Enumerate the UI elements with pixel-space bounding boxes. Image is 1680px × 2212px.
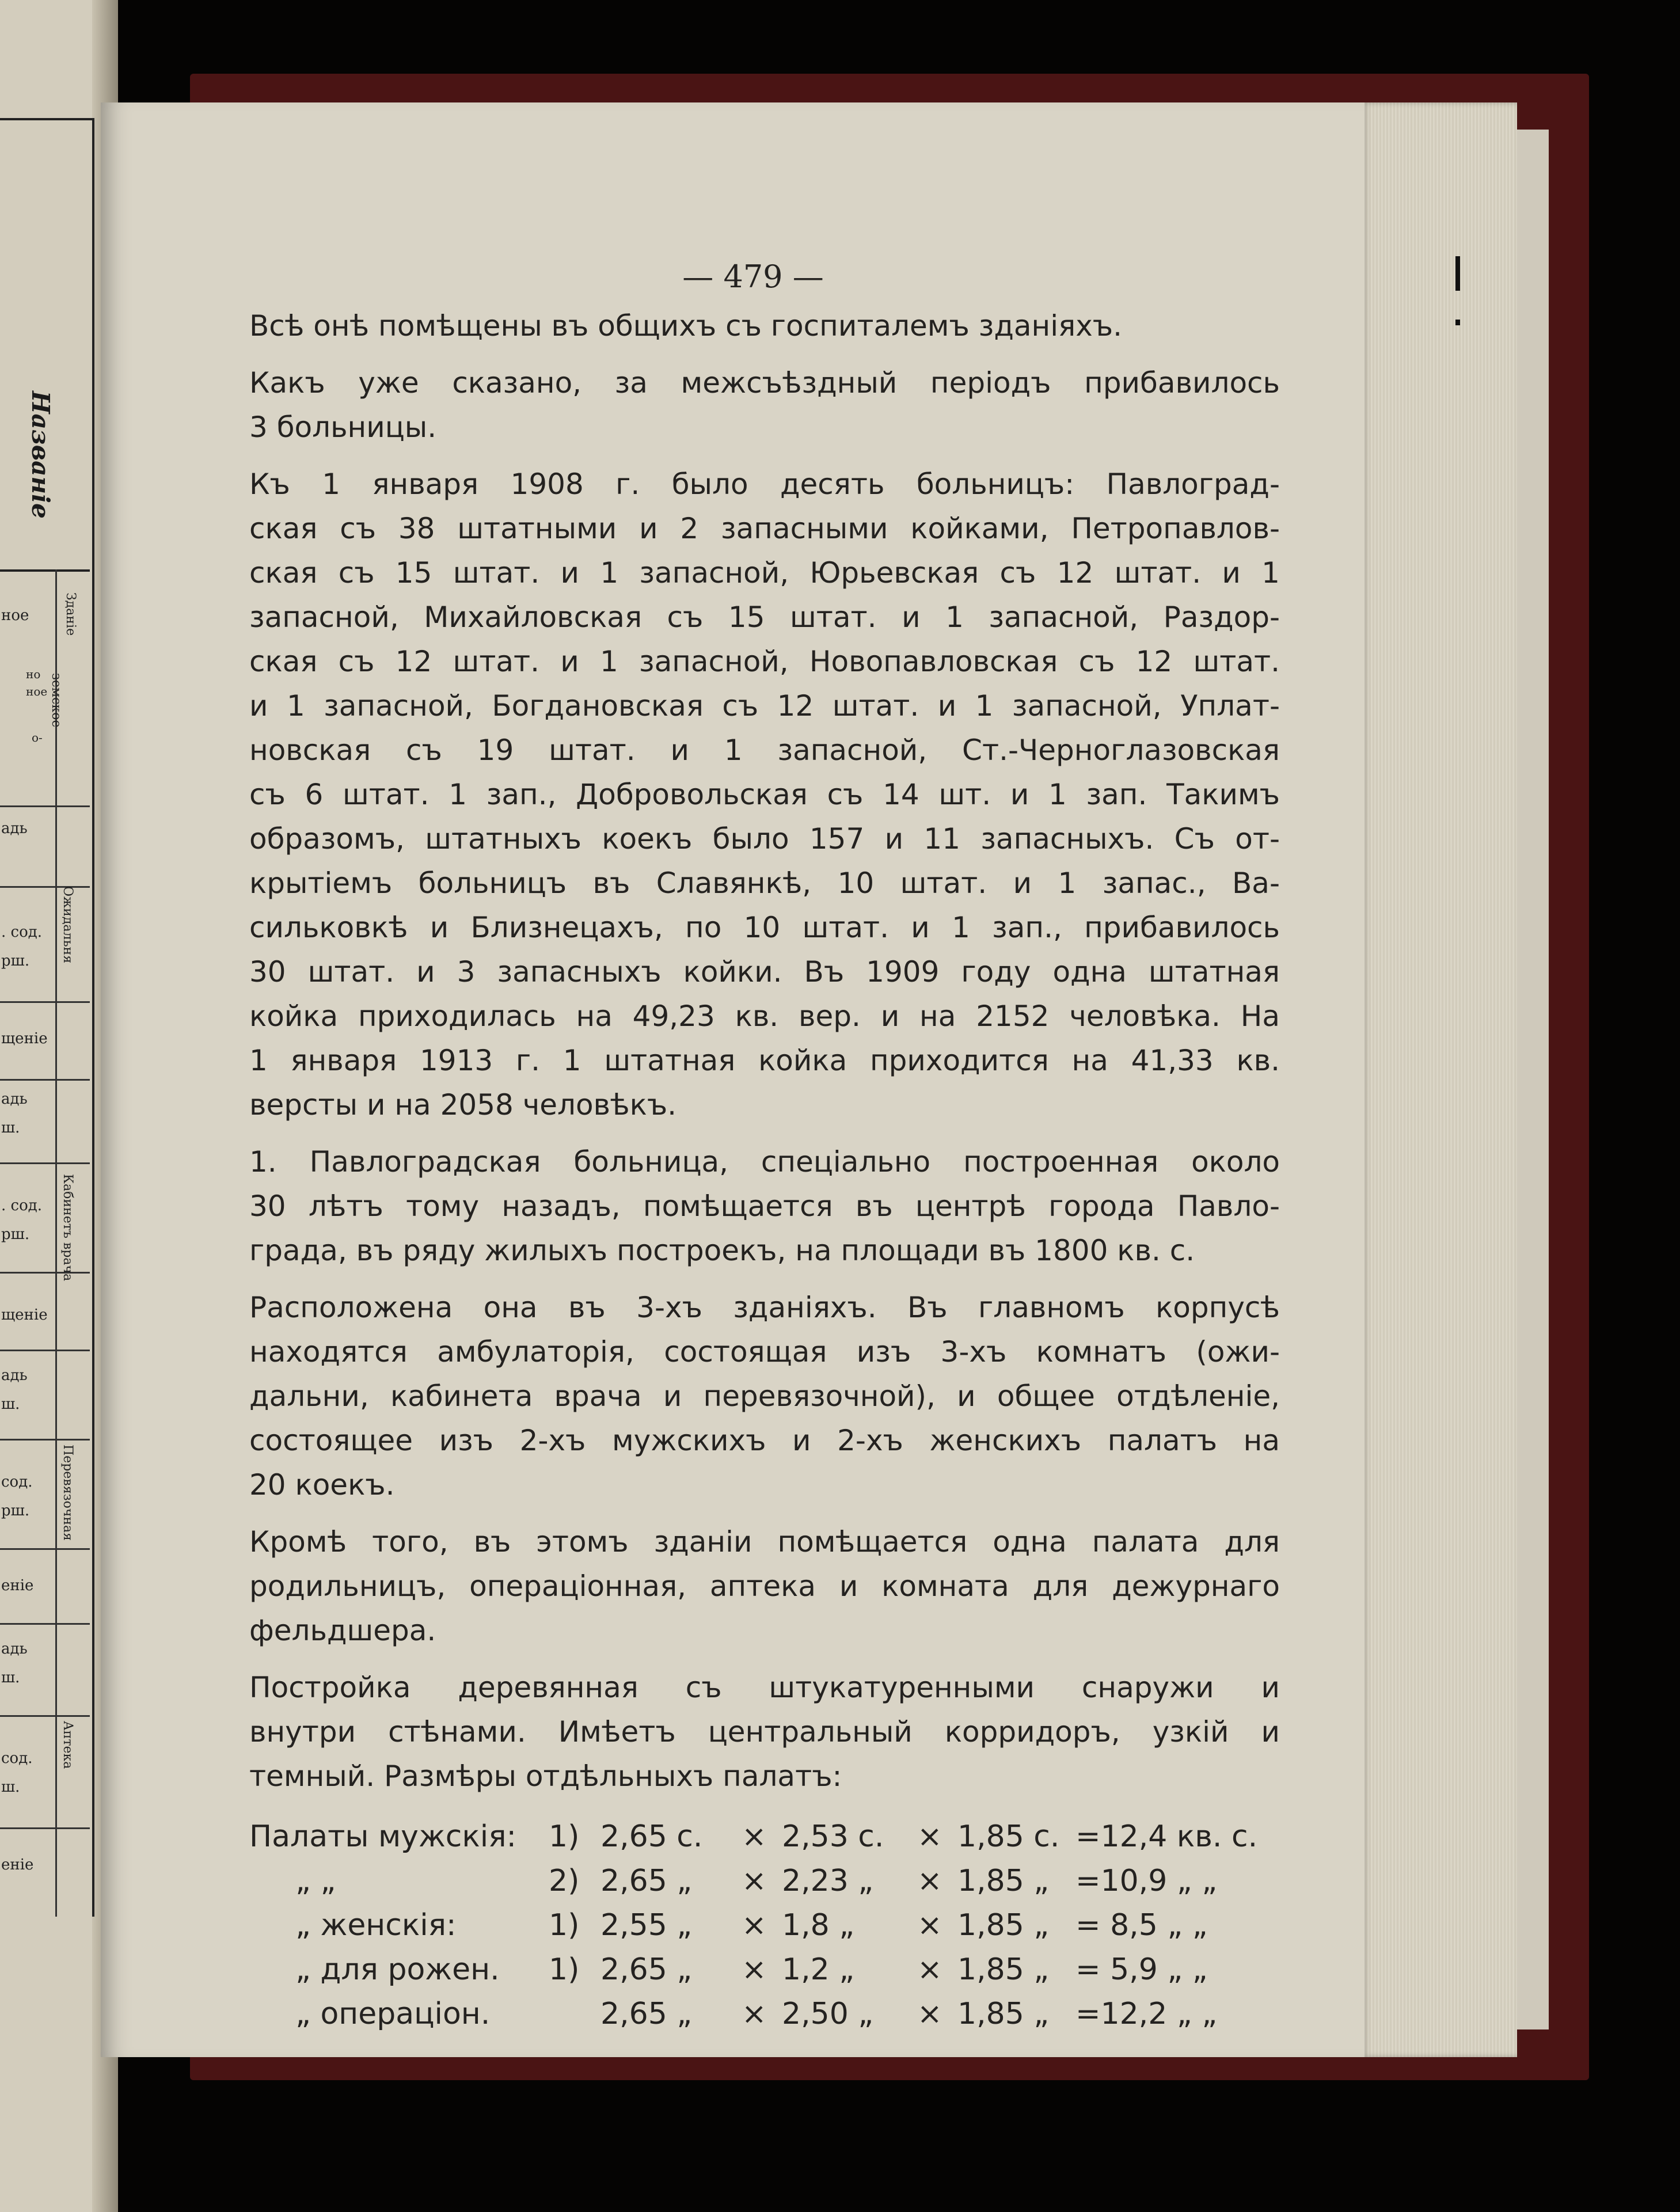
left-table-cell: ш.: [1, 1119, 20, 1137]
measurement-b: 2,53 с.: [782, 1819, 884, 1854]
left-table-cell: адь: [1, 1090, 28, 1108]
left-table-row: [0, 1548, 90, 1550]
measurement-eq: =12,2 „ „: [1075, 1997, 1218, 2031]
text-line: 20 коекъ.: [249, 1468, 395, 1502]
left-table-cell: ное: [26, 685, 48, 698]
ward-measurements: [249, 1815, 1280, 2045]
measurement-eq: = 5,9 „ „: [1075, 1952, 1208, 1987]
measurement-row: [249, 1903, 1280, 1948]
left-table-cell: щеніе: [1, 1306, 48, 1324]
text-line: 1 января 1913 г. 1 штатная койка приходится на 41,33 кв.: [249, 1044, 1280, 1077]
book-page: [101, 102, 1364, 2057]
left-table-column-label: Ожидальня: [60, 886, 75, 964]
measurement-eq: = 8,5 „ „: [1075, 1908, 1208, 1943]
paragraph: [249, 361, 1280, 450]
measurement-x1: ×: [742, 1997, 767, 2031]
left-table-row: [0, 1623, 90, 1625]
measurement-x2: ×: [917, 1864, 942, 1898]
left-table-row: [0, 1272, 90, 1274]
page-body: [249, 304, 1280, 1799]
measurement-row: [249, 1815, 1280, 1859]
text-line: состоящее изъ 2-хъ мужскихъ и 2-хъ женскихъ палатъ на: [249, 1424, 1280, 1457]
measurement-x2: ×: [917, 1908, 942, 1943]
text-line: 30 лѣтъ тому назадъ, помѣщается въ центрѣ города Павло-: [249, 1189, 1280, 1223]
measurement-row: [249, 1992, 1280, 2036]
page-number: — 479 —: [682, 259, 824, 295]
paragraph: [249, 462, 1280, 1127]
left-table-cell: адь: [1, 1640, 28, 1658]
left-table-cell: щеніе: [1, 1030, 48, 1047]
paragraph-gap: [249, 348, 1280, 361]
page-edge-mark: [1455, 256, 1460, 291]
text-line: Какъ уже сказано, за межсъѣздный періодъ прибавилось: [249, 366, 1280, 400]
text-line: и 1 запасной, Богдановская съ 12 штат. и 1 запасной, Уплат-: [249, 689, 1280, 723]
text-line: родильницъ, операціонная, аптека и комната для дежурнаго: [249, 1569, 1280, 1603]
paragraph: [249, 1666, 1280, 1799]
measurement-a: 2,65 „: [600, 1997, 693, 2031]
measurement-label: „ женскія:: [295, 1908, 457, 1943]
measurement-c: 1,85 с.: [957, 1819, 1060, 1854]
text-line: запасной, Михайловская съ 15 штат. и 1 запасной, Раздор-: [249, 600, 1280, 634]
left-table-row: [0, 1001, 90, 1003]
left-table-cell: рш.: [1, 1226, 30, 1243]
left-table-heading: Названіе: [26, 391, 55, 519]
text-line: сильковкѣ и Близнецахъ, по 10 штат. и 1 зап., прибавилось: [249, 911, 1280, 944]
measurement-x2: ×: [917, 1952, 942, 1987]
measurement-a: 2,65 с.: [600, 1819, 703, 1854]
left-table-cell: о-: [32, 731, 43, 744]
text-line: находятся амбулаторія, состоящая изъ 3-хъ комнатъ (ожи-: [249, 1335, 1280, 1369]
left-table-cell: сод.: [1, 1750, 33, 1767]
measurement-label: Палаты мужскія:: [249, 1819, 517, 1854]
text-line: Расположена она въ 3-хъ зданіяхъ. Въ главномъ корпусѣ: [249, 1291, 1280, 1324]
text-line: новская съ 19 штат. и 1 запасной, Ст.-Черноглазовская: [249, 733, 1280, 767]
measurement-label: „ операціон.: [295, 1997, 491, 2031]
text-line: Къ 1 января 1908 г. было десять больницъ: Павлоград-: [249, 468, 1280, 501]
left-table-cell: рш.: [1, 952, 30, 970]
page-edges: [1362, 102, 1517, 2057]
text-line: койка приходилась на 49,23 кв. вер. и на 2152 человѣка. На: [249, 999, 1280, 1033]
page-edge-mark: [1455, 320, 1460, 325]
paragraph-gap: [249, 1127, 1280, 1140]
left-table-row: [0, 805, 90, 807]
measurement-a: 2,65 „: [600, 1952, 693, 1987]
paragraph-gap: [249, 1507, 1280, 1520]
left-table-cell: еніе: [1, 1856, 34, 1873]
text-line: Кромѣ того, въ этомъ зданіи помѣщается одна палата для: [249, 1525, 1280, 1559]
left-table-row: [0, 1827, 90, 1829]
measurement-label: „ для рожен.: [295, 1952, 500, 1987]
measurement-x1: ×: [742, 1864, 767, 1898]
paragraph: [249, 1286, 1280, 1507]
paragraph-gap: [249, 1653, 1280, 1666]
paragraph: [249, 304, 1280, 348]
left-table-row: [0, 1350, 90, 1351]
measurement-c: 1,85 „: [957, 1997, 1050, 2031]
measurement-x1: ×: [742, 1819, 767, 1854]
text-line: 30 штат. и 3 запасныхъ койки. Въ 1909 году одна штатная: [249, 955, 1280, 989]
measurement-a: 2,55 „: [600, 1908, 693, 1943]
text-line: Всѣ онѣ помѣщены въ общихъ съ госпиталемъ зданіяхъ.: [249, 309, 1123, 343]
left-table-cell: адь: [1, 820, 28, 837]
left-table-cell: еніе: [1, 1577, 34, 1594]
measurement-num: 2): [549, 1864, 580, 1898]
measurement-b: 1,2 „: [782, 1952, 855, 1987]
text-line: крытіемъ больницъ въ Славянкѣ, 10 штат. и 1 запас., Ва-: [249, 866, 1280, 900]
left-table-cell: ш.: [1, 1669, 20, 1686]
text-line: образомъ, штатныхъ коекъ было 157 и 11 запасныхъ. Съ от-: [249, 822, 1280, 856]
left-table-column-label: Перевязочная: [60, 1445, 75, 1541]
text-line: ская съ 12 штат. и 1 запасной, Новопавловская съ 12 штат.: [249, 645, 1280, 678]
left-table-header: [0, 120, 90, 572]
measurement-a: 2,65 „: [600, 1864, 693, 1898]
left-table-cell: рш.: [1, 1502, 30, 1519]
measurement-num: 1): [549, 1908, 580, 1943]
paragraph-gap: [249, 450, 1280, 462]
left-table-row: [0, 886, 90, 888]
left-table-row: [0, 1162, 90, 1164]
left-table-cell: ш.: [1, 1778, 20, 1796]
left-table-row: [0, 1079, 90, 1081]
measurement-b: 2,23 „: [782, 1864, 874, 1898]
text-line: ская съ 38 штатными и 2 запасными койками, Петропавлов-: [249, 512, 1280, 545]
left-table-column-label: Кабинетъ врача: [60, 1174, 75, 1282]
measurement-label: „ „: [295, 1864, 336, 1898]
measurement-c: 1,85 „: [957, 1952, 1050, 1987]
left-table-cell: адь: [1, 1367, 28, 1384]
left-table-cell: ш.: [1, 1396, 20, 1413]
text-line: фельдшера.: [249, 1614, 436, 1647]
text-line: версты и на 2058 человѣкъ.: [249, 1088, 677, 1122]
left-table-cell: но: [26, 667, 41, 681]
text-line: 1. Павлоградская больница, спеціально построенная около: [249, 1145, 1280, 1179]
measurement-num: 1): [549, 1952, 580, 1987]
paragraph-gap: [249, 1273, 1280, 1286]
measurement-x1: ×: [742, 1952, 767, 1987]
measurement-num: 1): [549, 1819, 580, 1854]
measurement-c: 1,85 „: [957, 1908, 1050, 1943]
measurement-row: [249, 1948, 1280, 1992]
measurement-eq: =12,4 кв. с.: [1075, 1819, 1258, 1854]
left-table-column-divider: [55, 569, 57, 1917]
text-line: града, въ ряду жилыхъ построекъ, на площади въ 1800 кв. с.: [249, 1234, 1195, 1267]
text-line: Постройка деревянная съ штукатуренными снаружи и: [249, 1671, 1280, 1704]
left-table-column-label: Зданіе: [63, 592, 78, 636]
left-table-row: [0, 1439, 90, 1441]
left-table-column-label: земское: [49, 673, 63, 728]
measurement-x2: ×: [917, 1819, 942, 1854]
left-page-table: [0, 118, 94, 1917]
text-line: дальни, кабинета врача и перевязочной), и общее отдѣленіе,: [249, 1379, 1280, 1413]
paragraph: [249, 1140, 1280, 1273]
measurement-x2: ×: [917, 1997, 942, 2031]
paragraph: [249, 1520, 1280, 1653]
measurement-b: 2,50 „: [782, 1997, 874, 2031]
left-table-cell: . сод.: [1, 1197, 43, 1214]
text-line: темный. Размѣры отдѣльныхъ палатъ:: [249, 1759, 842, 1793]
measurement-c: 1,85 „: [957, 1864, 1050, 1898]
measurement-b: 1,8 „: [782, 1908, 855, 1943]
left-table-cell: . сод.: [1, 923, 43, 941]
text-line: 3 больницы.: [249, 411, 437, 444]
left-table-column-label: Аптека: [60, 1721, 75, 1769]
left-table-cell: сод.: [1, 1473, 33, 1491]
page-text: [249, 203, 1280, 2045]
measurement-x1: ×: [742, 1908, 767, 1943]
left-table-row: [0, 1715, 90, 1717]
text-line: съ 6 штат. 1 зап., Добровольская съ 14 шт. и 1 зап. Такимъ: [249, 778, 1280, 811]
text-line: ская съ 15 штат. и 1 запасной, Юрьевская съ 12 штат. и 1: [249, 556, 1280, 590]
text-line: внутри стѣнами. Имѣетъ центральный корридоръ, узкій и: [249, 1715, 1280, 1749]
measurement-eq: =10,9 „ „: [1075, 1864, 1218, 1898]
left-table-cell: ное: [1, 607, 29, 624]
measurement-row: [249, 1859, 1280, 1903]
